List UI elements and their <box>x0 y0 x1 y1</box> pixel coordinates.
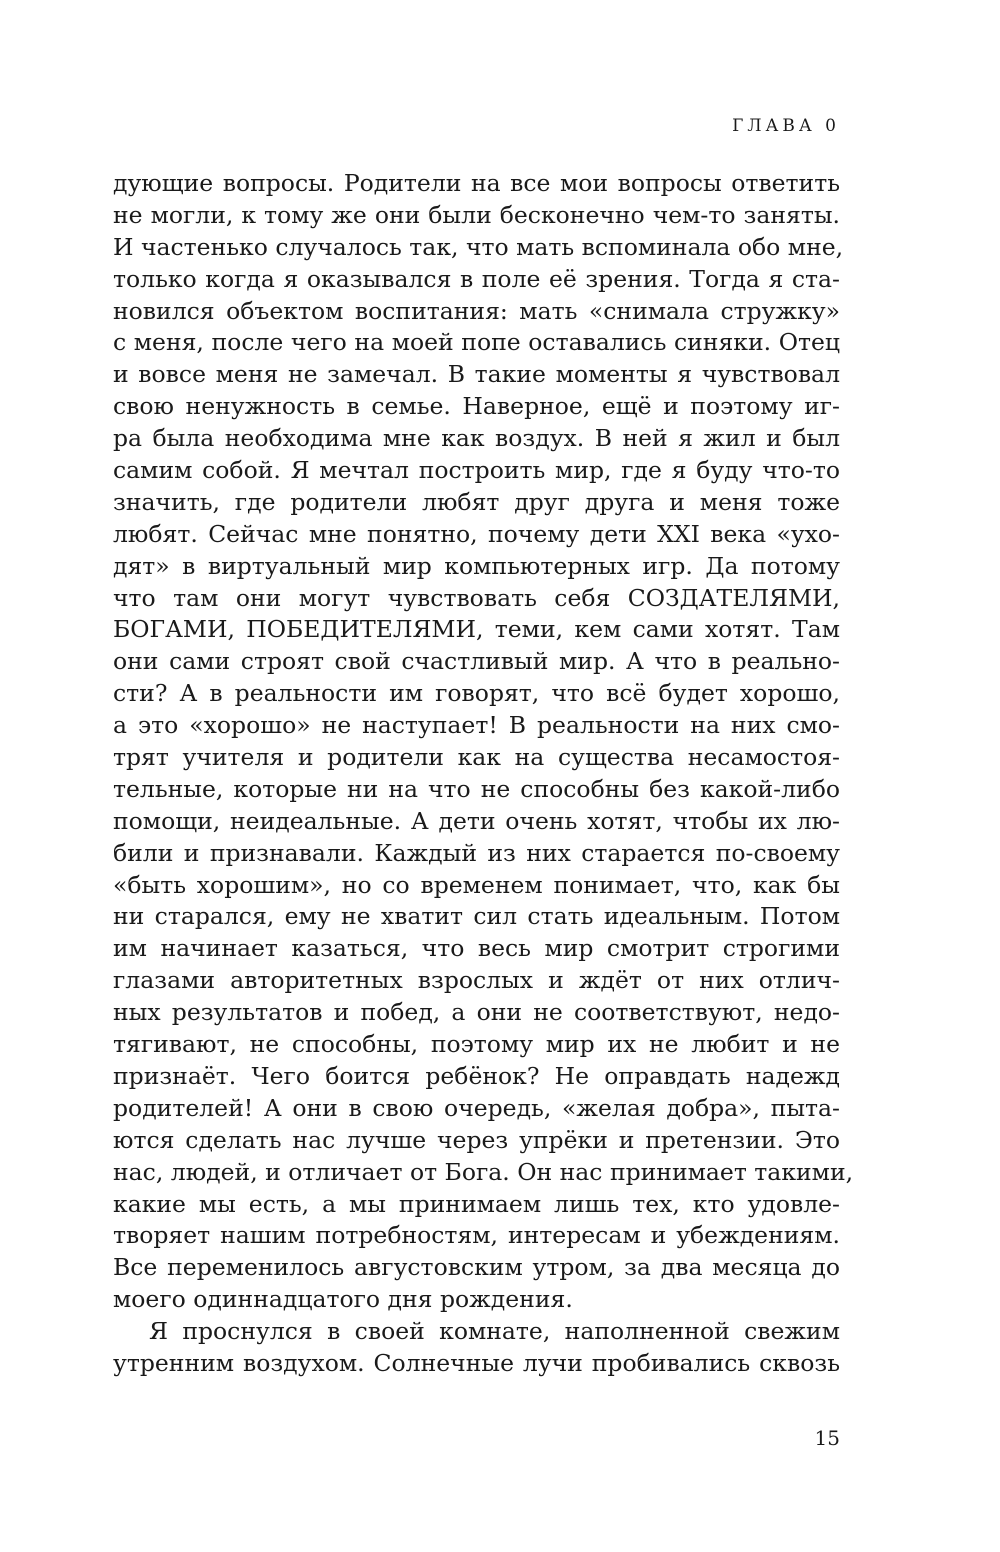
text-line: БОГАМИ, ПОБЕДИТЕЛЯМИ, теми, кем сами хотят. Там <box>113 615 840 644</box>
text-line: новился объектом воспитания: мать «снимала стружку» <box>113 296 840 325</box>
text-line: «быть хорошим», но со временем понимает, что, как бы <box>113 870 840 899</box>
text-line: любят. Сейчас мне понятно, почему дети XXI века «ухо- <box>113 519 840 548</box>
text-line: били и признавали. Каждый из них старается по-своему <box>113 838 840 867</box>
text-line: дующие вопросы. Родители на все мои вопросы ответить <box>113 169 840 197</box>
text-line: нас, людей, и отличает от Бога. Он нас принимает такими, <box>113 1157 854 1186</box>
text-line: что там они могут чувствовать себя СОЗДАТЕЛЯМИ, <box>113 583 840 612</box>
page-number: 15 <box>814 1426 840 1450</box>
text-line: ни старался, ему не хватит сил стать идеальным. Потом <box>113 902 840 931</box>
text-line: признаёт. Чего боится ребёнок? Не оправдать надежд <box>113 1061 840 1090</box>
text-line: самим собой. Я мечтал построить мир, где я буду что-то <box>113 456 840 485</box>
text-line: ных результатов и побед, а они не соответствуют, недо- <box>113 998 840 1027</box>
text-line: трят учителя и родители как на существа несамостоя- <box>113 743 840 772</box>
text-line: помощи, неидеальные. А дети очень хотят, чтобы их лю- <box>113 806 840 835</box>
text-line: ра была необходима мне как воздух. В ней я жил и был <box>113 424 840 453</box>
text-line: Все переменилось августовским утром, за два месяца до <box>113 1253 840 1282</box>
running-header: ГЛАВА 0 <box>732 116 840 136</box>
text-line: моего одиннадцатого дня рождения. <box>113 1285 573 1314</box>
text-line: и вовсе меня не замечал. В такие моменты я чувствовал <box>113 360 840 389</box>
text-line: не могли, к тому же они были бесконечно чем-то заняты. <box>113 200 840 229</box>
text-line: с меня, после чего на моей попе оставались синяки. Отец <box>113 328 840 357</box>
text-line: значить, где родители любят друг друга и меня тоже <box>113 487 840 516</box>
text-line: творяет нашим потребностям, интересам и убеждениям. <box>113 1221 840 1250</box>
text-line: сти? А в реальности им говорят, что всё будет хорошо, <box>113 679 840 708</box>
text-line: какие мы есть, а мы принимаем лишь тех, кто удовле- <box>113 1189 840 1218</box>
text-line: тельные, которые ни на что не способны без какой-либо <box>113 774 840 803</box>
text-line: Я проснулся в своей комнате, наполненной свежим <box>149 1317 840 1346</box>
text-line: дят» в виртуальный мир компьютерных игр. Да потому <box>113 551 840 580</box>
text-line: И частенько случалось так, что мать вспоминала обо мне, <box>113 232 844 261</box>
text-line: утренним воздухом. Солнечные лучи пробивались сквозь <box>113 1348 840 1377</box>
text-line: ются сделать нас лучше через упрёки и претензии. Это <box>113 1125 840 1154</box>
text-line: а это «хорошо» не наступает! В реальности на них смо- <box>113 711 840 740</box>
text-line: тягивают, не способны, поэтому мир их не любит и не <box>113 1030 840 1059</box>
text-line: глазами авторитетных взрослых и ждёт от них отлич- <box>113 966 840 995</box>
body-text <box>113 168 854 1380</box>
text-line: только когда я оказывался в поле её зрения. Тогда я ста- <box>113 264 840 293</box>
text-line: они сами строят свой счастливый мир. А что в реально- <box>113 647 840 676</box>
text-line: родителей! А они в свою очередь, «желая добра», пыта- <box>113 1093 840 1122</box>
text-line: свою ненужность в семье. Наверное, ещё и поэтому иг- <box>113 392 840 421</box>
text-line: им начинает казаться, что весь мир смотрит строгими <box>113 934 840 963</box>
